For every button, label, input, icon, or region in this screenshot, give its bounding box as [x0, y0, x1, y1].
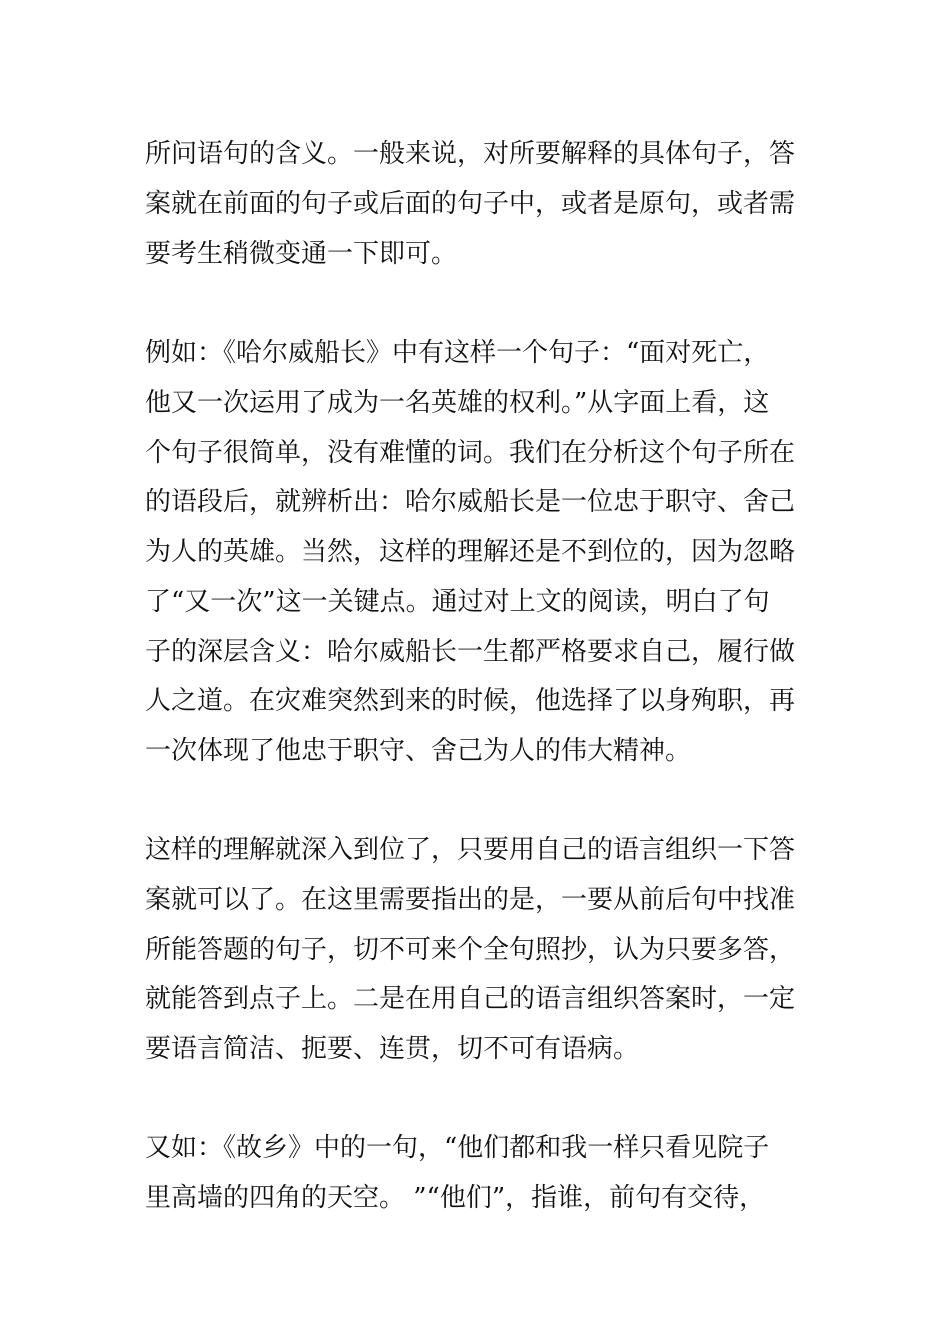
text-line: 案就在前面的句子或后面的句子中，或者是原句，或者需	[145, 189, 796, 219]
text-line: 所问语句的含义。一般来说，对所要解释的具体句子，答	[145, 139, 796, 169]
text-line: 这样的理解就深入到位了，只要用自己的语言组织一下答	[145, 835, 796, 865]
text-line: 案就可以了。在这里需要指出的是，一要从前后句中找准	[145, 885, 796, 915]
text-line: 所能答题的句子，切不可来个全句照抄，认为只要多答，	[145, 935, 796, 965]
text-line: 个句子很简单，没有难懂的词。我们在分析这个句子所在	[145, 438, 796, 468]
text-line: 要考生稍微变通一下即可。	[145, 239, 458, 269]
text-line: 了“又一次”这一关键点。通过对上文的阅读，明白了句	[145, 587, 770, 617]
text-line: 的语段后，就辨析出：哈尔威船长是一位忠于职守、舍己	[145, 487, 796, 517]
text-line: 为人的英雄。当然，这样的理解还是不到位的，因为忽略	[145, 537, 796, 567]
text-line: 例如：《哈尔威船长》中有这样一个句子：“面对死亡，	[145, 338, 770, 368]
text-line: 里高墙的四角的天空。 ”“他们”，指谁，前句有交待，	[145, 1183, 766, 1213]
text-line: 他又一次运用了成为一名英雄的权利。”从字面上看，这	[145, 388, 770, 418]
text-line: 人之道。在灾难突然到来的时候，他选择了以身殉职，再	[145, 686, 796, 716]
text-line: 就能答到点子上。二是在用自己的语言组织答案时，一定	[145, 984, 796, 1014]
text-line: 一次体现了他忠于职守、舍己为人的伟大精神。	[145, 736, 692, 766]
text-line: 又如：《故乡》中的一句，“他们都和我一样只看见院子	[145, 1133, 770, 1163]
text-line: 子的深层含义：哈尔威船长一生都严格要求自己，履行做	[145, 637, 796, 667]
text-line: 要语言简洁、扼要、连贯，切不可有语病。	[145, 1034, 640, 1064]
